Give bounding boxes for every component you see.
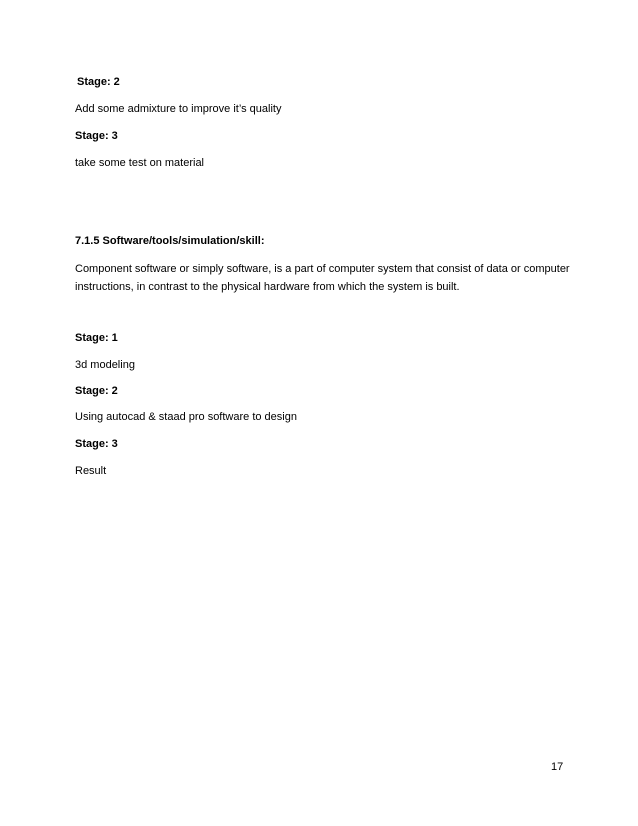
section-heading: 7.1.5 Software/tools/simulation/skill:	[75, 235, 265, 247]
stage-1-text-software: 3d modeling	[75, 359, 135, 371]
stage-1-heading-software: Stage: 1	[75, 332, 118, 344]
section-paragraph-line-2: instructions, in contrast to the physical hardware from which the system is built.	[75, 281, 460, 293]
stage-3-text-software: Result	[75, 465, 107, 477]
stage-3-text: take some test on material	[75, 157, 205, 169]
stage-3-heading: Stage: 3	[75, 130, 118, 142]
stage-2-text-software: Using autocad & staad pro software to design	[75, 411, 297, 423]
stage-2-text: Add some admixture to improve it’s quality	[75, 103, 282, 115]
stage-2-heading: Stage: 2	[77, 76, 120, 88]
page-number: 17	[551, 761, 564, 773]
section-paragraph-line-1: Component software or simply software, is a part of computer system that consist of data or computer	[75, 263, 570, 275]
stage-2-heading-software: Stage: 2	[75, 385, 118, 397]
stage-3-heading-software: Stage: 3	[75, 438, 118, 450]
